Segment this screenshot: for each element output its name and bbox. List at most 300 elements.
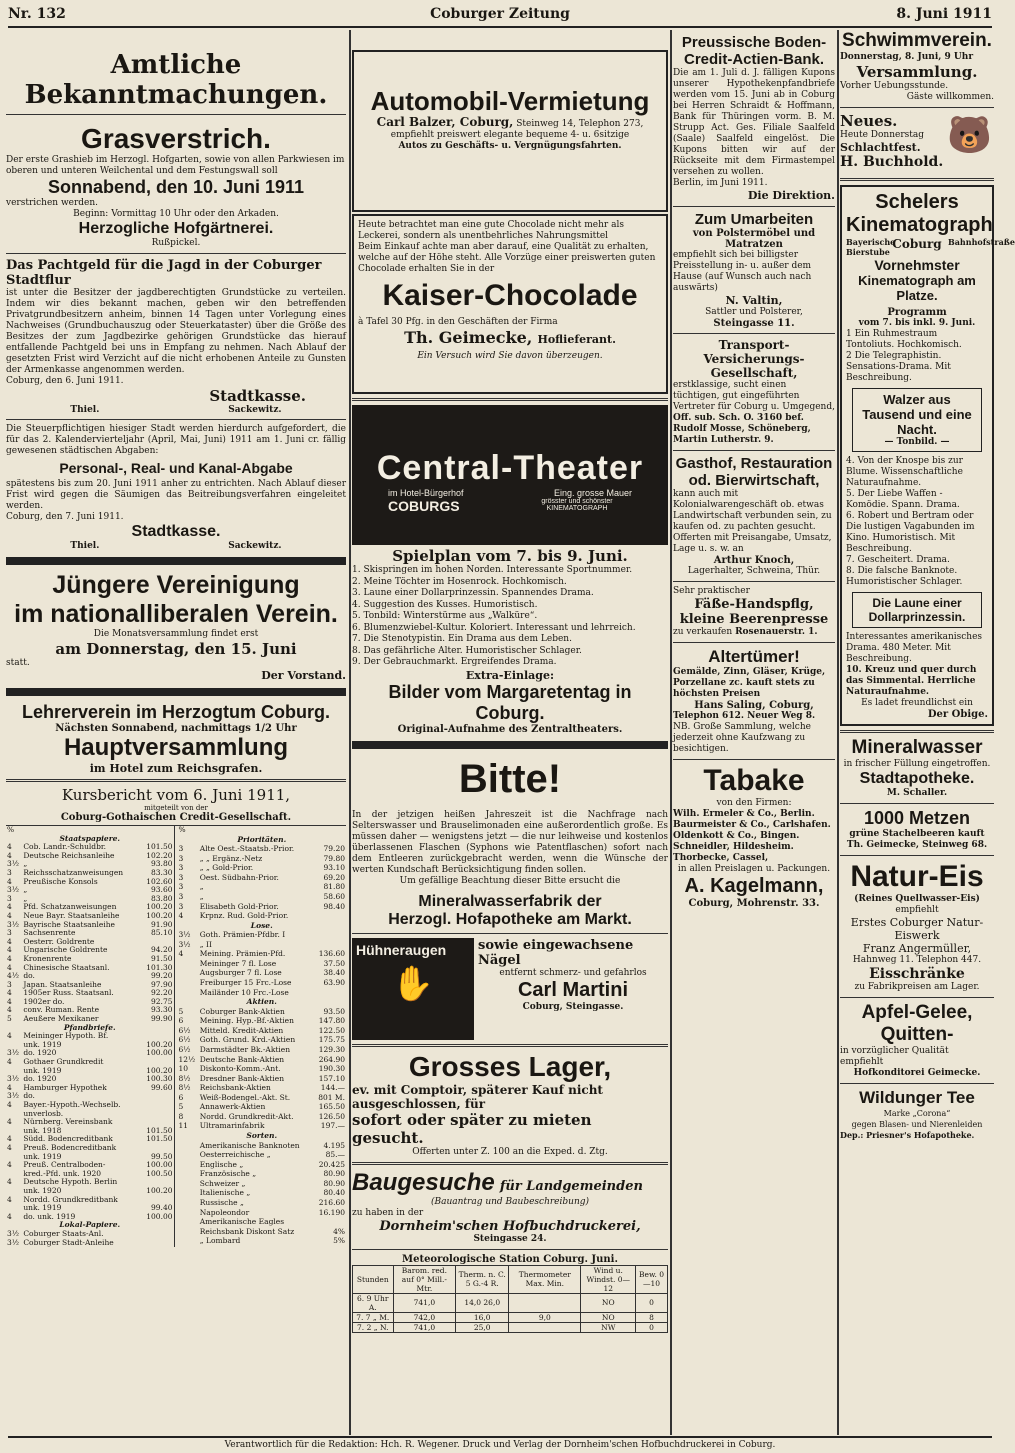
met-cell: NO: [581, 1293, 636, 1312]
kurs-price: [314, 826, 346, 836]
met-header: Stunden: [353, 1265, 394, 1293]
issue-date: 8. Juni 1911: [896, 6, 992, 22]
kurs-price: 129.30: [318, 1044, 345, 1054]
lehrer-main: Hauptversammlung: [63, 734, 289, 761]
kurs-rate: [178, 979, 199, 989]
ad-central-theater: [352, 405, 668, 735]
gras-time: Beginn: Vormittag 10 Uhr oder den Arkaden.: [73, 209, 279, 219]
kurs-name: Russische „: [199, 1197, 244, 1207]
kurs-price: [141, 1230, 174, 1239]
kurs-name: unk. 1918: [23, 1125, 62, 1135]
kurs-rate: 6: [178, 1016, 184, 1026]
kurs-rate: [178, 1218, 199, 1228]
lager-t2: sofort oder später zu mieten gesucht.: [352, 1110, 592, 1147]
kurs-rate: 4: [7, 902, 12, 912]
kurs-section: Prioritäten.: [237, 834, 287, 844]
met-cell: 8: [636, 1312, 668, 1322]
polster-t1: von Polstermöbel und Matratzen: [692, 228, 816, 250]
kurs-price: 216.60: [318, 1197, 345, 1207]
kurs-title: Kursbericht vom 6. Juni 1911,: [61, 786, 291, 804]
met-row: [353, 1293, 668, 1312]
kurs-rate: 3½: [178, 939, 191, 949]
kurs-price: 79.20: [323, 844, 345, 854]
kurs-rate: [178, 960, 199, 970]
kurs-rate: 3½: [7, 1237, 20, 1247]
steuer-sign-1: Thiel.: [70, 541, 100, 551]
lager-t1: ev. mit Comptoir, späterer Kauf nicht ausgeschlossen, für: [352, 1082, 603, 1111]
kurs-rate: 3: [7, 928, 12, 938]
ad-chocolade: [352, 214, 668, 394]
eis-t1: (Reines Quellwasser-Eis): [854, 894, 980, 904]
kurs-price: 100.00: [146, 1211, 173, 1221]
huehner-addr: Coburg, Steingasse.: [522, 1001, 624, 1012]
kurs-price: 4%: [333, 1226, 345, 1236]
kino-t2: Kinematograph am Platze.: [858, 273, 976, 303]
ad-transport: [673, 338, 835, 446]
verein-date: am Donnerstag, den 15. Juni: [55, 640, 297, 658]
schwimm-event: Versammlung.: [856, 63, 978, 81]
kurs-price: 80.90: [323, 1169, 345, 1179]
kurs-rate: [178, 1228, 199, 1238]
theater-l2: Eing. grosse Mauer: [553, 488, 632, 498]
apfel-title: Apfel-Gelee, Quitten-: [861, 1002, 973, 1045]
ad-bitte: [352, 757, 668, 929]
kurs-rate: 3: [7, 893, 12, 903]
tabake-name: A. Kagelmann,: [684, 875, 824, 897]
transport-text: erstklassige, sucht einen tüchtigen, gut eingeführten Vertreter für Coburg u. Umgegend,: [673, 380, 835, 412]
met-row: [353, 1312, 668, 1322]
program-item: 4. Suggestion des Kusses. Humoristisch.: [352, 599, 538, 610]
steuer-text: Die Steuerpflichtigen hiesiger Stadt werden hierdurch aufgefordert, die für das 2. Kalendervierteljahr (April, Mai, Juni) 1911 am 1. Juni cr. fällig gewesenen städtischen Abgaben:: [6, 424, 346, 456]
bau-sub: für Landgemeinden: [499, 1178, 643, 1194]
kurs-name: Preuß. Bodencreditbank: [23, 1142, 117, 1152]
theater-bilder: Bilder vom Margaretentag in Coburg.: [388, 681, 632, 723]
kino-laune-text: Interessantes amerikanisches Drama. 480 Meter. Mit Beschreibung.: [846, 632, 983, 664]
kurs-name: Sachsenrente: [23, 928, 76, 938]
ad-schwimmverein: [840, 30, 994, 103]
apfel-t1: in vorzüglicher Qualität empfiehlt: [840, 1046, 949, 1067]
kurs-rate: 4: [7, 1031, 12, 1041]
kurs-price: 126.50: [318, 1111, 345, 1121]
tabake-t1: von den Firmen:: [716, 798, 792, 808]
ad-huehneraugen: [352, 938, 668, 1040]
eis-t5: zu Fabrikpreisen am Lager.: [854, 982, 980, 992]
jagd-title: Das Pachtgeld für die Jagd in der Coburger Stadtflur: [6, 258, 322, 288]
kurs-name: Reichsbank-Aktien: [199, 1083, 271, 1093]
kurs-price: 92.75: [151, 996, 173, 1006]
eis-name: Franz Angermüller,: [862, 942, 972, 955]
jagd-text: ist unter die Besitzer der jagdberechtigten Grundstücke zu verteilen. Indem wir dies bekannt machen, geben wir den betreffenden Privatgrundbesitzern anheim, binnen 14 Tagen unter Vorlegung eines Nachweises (Grundbuchauszug oder Steuerkataster) über die Größe des Besitzes der zum Jagdbezirke gehörigen Grundstücke das hierauf entfallende Pachtgeld bei uns in Empfang zu nehmen. Nach Ablauf der gesetzten Frist wird Verzicht auf die nicht erhobenen Anteile zu Gunsten der Armenkasse angenommen werden.: [6, 288, 346, 375]
kurs-name: Goth. Grund. Krd.-Aktien: [199, 1035, 296, 1045]
page-header: [8, 4, 992, 28]
kurs-price: 99.60: [151, 1082, 173, 1092]
kurs-rate: 8½: [178, 1083, 191, 1093]
verein-text2: statt.: [6, 658, 30, 668]
schwimm-date: Donnerstag, 8. Juni, 9 Uhr: [840, 52, 974, 62]
kurs-rate: 3: [178, 882, 184, 892]
kurs-price: 100.00: [146, 1160, 173, 1170]
kurs-price: [314, 931, 346, 941]
jagd-sign-1: Thiel.: [70, 405, 100, 415]
kurs-rate: 4: [7, 910, 12, 920]
choc-slogan: Ein Versuch wird Sie davon überzeugen.: [417, 351, 603, 361]
tee-t2: gegen Blasen- und Nierenleiden: [851, 1120, 983, 1129]
gasthof-title: Gasthof, Restauration od. Bierwirtschaft,: [675, 455, 833, 489]
met-cell: NW: [581, 1322, 636, 1332]
schwimm-title: Schwimmverein.: [842, 30, 992, 51]
ad-metzen: [840, 808, 994, 851]
kurs-price: 165.50: [318, 1102, 345, 1112]
met-cell: 7. 7 „ M.: [353, 1312, 394, 1322]
bitte-firm2: Herzogl. Hofapotheke am Markt.: [388, 910, 632, 928]
neues-t2: Schlachtfest.: [840, 141, 921, 154]
met-row: [353, 1322, 668, 1332]
lehrer-place: im Hotel zum Reichsgrafen.: [89, 762, 263, 775]
met-header: Wind u. Windst. 0—12: [581, 1265, 636, 1293]
kino-prog: Programm: [887, 307, 947, 318]
kurs-rate: 8½: [178, 1073, 191, 1083]
verein-title-2: im nationalliberalen Verein.: [14, 600, 338, 628]
lehrer-title: Lehrerverein im Herzogtum Coburg.: [21, 702, 331, 722]
ad-neues: [840, 112, 994, 174]
kurs-rate: 4: [178, 949, 184, 959]
kurs-name: Diskonto-Komm.-Ant.: [199, 1064, 281, 1074]
eis-t3: Erstes Coburger Natur-Eiswerk: [850, 916, 984, 942]
kurs-name: Coburger Stadt-Anleihe: [23, 1237, 114, 1247]
kino-t1: Vornehmster: [874, 257, 960, 273]
steuer-sign-2: Sackewitz.: [228, 541, 282, 551]
kurs-price: 102.60: [146, 876, 173, 886]
kurs-name: „ „ Ergänz.-Netz: [199, 853, 263, 863]
kurs-name: do.: [23, 1091, 35, 1101]
kurs-price: 147.80: [318, 1016, 345, 1026]
kurs-rate: 4: [7, 1117, 12, 1127]
kurs-rate: 5: [7, 1014, 12, 1024]
kurs-rate: 6½: [178, 1035, 191, 1045]
kurs-name: „: [23, 859, 28, 869]
kurs-rate: 4: [7, 876, 12, 886]
program-item: 2. Meine Töchter im Hosenrock. Hochkomisch.: [352, 576, 567, 587]
choc-hof: Hoflieferant.: [537, 333, 616, 346]
metzen-t2: Th. Geimecke, Steinweg 68.: [846, 840, 988, 850]
boden-date: Berlin, im Juni 1911.: [673, 178, 768, 188]
kurs-name: Dresdner Bank-Aktien: [199, 1073, 285, 1083]
kurs-name: Ungarische Goldrente: [23, 945, 108, 955]
ad-lager: [352, 1051, 668, 1158]
alter-title: Altertümer!: [708, 647, 800, 666]
kino-program-1: [846, 329, 988, 384]
kurs-price: 97.90: [151, 979, 173, 989]
kurs-price: 99.40: [151, 1203, 173, 1213]
polster-text: empfiehlt sich bei billigster Preisstellung in- u. außer dem Hause (auf Wunsch auch nach auswärts): [673, 250, 812, 293]
kurs-name: Mitteld. Kredit-Aktien: [199, 1025, 284, 1035]
met-cell: 741,0: [393, 1293, 456, 1312]
tabake-addr: Coburg, Mohrenstr. 33.: [688, 898, 820, 909]
mineral-shop: Stadtapotheke.: [859, 770, 975, 787]
eis-addr: Hahnweg 11. Telephon 447.: [852, 955, 982, 965]
kurs-name: do. 1920: [23, 1074, 57, 1084]
mineral-sign: M. Schaller.: [886, 788, 948, 798]
program-item: 8. Das gefährliche Alter. Humoristischer Schlager.: [352, 645, 582, 656]
kurs-price: 190.30: [318, 1064, 345, 1074]
ad-faesser: [673, 586, 835, 638]
kurs-price: 102.20: [146, 850, 173, 860]
kino-loc3: Bahnhofstraße: [947, 237, 1015, 247]
met-cell: [509, 1322, 581, 1332]
kurs-price: 93.30: [151, 1005, 173, 1015]
kurs-price: 101.30: [146, 962, 173, 972]
kurs-price: 101.50: [146, 1134, 173, 1144]
kurs-price: 81.80: [323, 882, 345, 892]
met-header: Barom. red. auf 0° Mill.-Mtr.: [393, 1265, 456, 1293]
polster-addr: Steingasse 11.: [713, 318, 795, 329]
kurs-row: [6, 1239, 174, 1248]
ad-altertuemer: [673, 647, 835, 755]
kurs-rate: 3½: [7, 1074, 20, 1084]
kurs-row: [6, 878, 174, 887]
ad-wildunger-tee: [840, 1088, 994, 1141]
kurs-rate: 3½: [7, 1091, 20, 1101]
kurs-price: 801 M.: [318, 1092, 345, 1102]
kurs-price: 100.30: [146, 1074, 173, 1084]
gasthof-name: Arthur Knoch,: [713, 555, 795, 566]
faesser-title: Fäße-Handspflg, kleine Beerenpresse: [679, 597, 829, 627]
bitte-text: In der jetzigen heißen Jahreszeit ist die Nachfrage nach Selterswasser und Brauselimonaden eine außerordentlich große. Es müssen daher — wenigstens jetzt — die nur leihweise und kostenlos überlassenen Flaschen (Syphons wie Patentflaschen) sofort nach dem Entleeren zurückgebracht werden, wenn die Wünsche der werten Kundschaft Berücksichtigung finden sollen.: [352, 809, 668, 875]
kurs-name: Gothaer Grundkredit: [23, 1057, 104, 1067]
kurs-name: do. 1920: [23, 1048, 57, 1058]
kurs-rate: 3: [178, 853, 184, 863]
tee-t3: Dep.: Priesner's Hofapotheke.: [840, 1130, 975, 1140]
ad-lehrer: [6, 702, 346, 775]
polster-name: N. Valtin,: [725, 294, 783, 307]
met-title: Meteorologische Station Coburg. Juni.: [402, 1253, 618, 1265]
auto-firm: Carl Balzer, Coburg,: [376, 115, 514, 129]
kurs-price: 58.60: [323, 891, 345, 901]
kurs-price: 99.50: [151, 1151, 173, 1161]
kurs-rate: %: [178, 825, 186, 834]
kurs-rate: 6: [178, 1092, 184, 1102]
bau-firm: Dornheim'schen Hofbuchdruckerei,: [379, 1218, 641, 1234]
kurs-price: 91.90: [151, 919, 173, 929]
kurs-rate: 4: [7, 936, 12, 946]
bitte-title: Bitte!: [458, 756, 562, 801]
kurs-bank: Coburg-Gothaischen Credit-Gesellschaft.: [60, 812, 292, 823]
kurs-price: 100.20: [146, 1065, 173, 1075]
kurs-rate: [178, 1161, 199, 1171]
kurs-name: Schweizer „: [199, 1178, 246, 1188]
kurs-rate: 4: [7, 1160, 12, 1170]
footer-imprint: Verantwortlich für die Redaktion: Hch. R. Wegener. Druck und Verlag der Dornheim'schen Hofbuchdruckerei in Coburg.: [8, 1436, 992, 1450]
kurs-rate: 5: [178, 1102, 184, 1112]
met-cell: 25,0: [456, 1322, 509, 1332]
kurs-rate: [178, 1209, 199, 1219]
kurs-price: 92.20: [151, 988, 173, 998]
bau-t1: zu haben in der: [352, 1207, 424, 1218]
met-cell: 14,0 26,0: [456, 1293, 509, 1312]
kurs-name: „ „ Gold-Prior.: [199, 863, 254, 873]
kurs-name: Nürnberg. Vereinsbank: [23, 1117, 113, 1127]
kurs-rate: 3½: [7, 1228, 20, 1238]
theater-name: Central-Theater: [376, 449, 644, 487]
kurs-rate: 4: [7, 953, 12, 963]
kurs-name: do. unk. 1919: [23, 1211, 76, 1221]
kurs-price: 99.90: [151, 1014, 173, 1024]
kurs-name: Meining. Hyp.-Bf.-Aktien: [199, 1016, 294, 1026]
huehner-t1: sowie eingewachsene Nägel: [478, 937, 634, 968]
theater-plan: Spielplan vom 7. bis 9. Juni.: [392, 547, 628, 565]
program-item: 9. Der Gebrauchmarkt. Ergreifendes Drama.: [352, 657, 557, 667]
steuer-date: Coburg, den 7. Juni 1911.: [6, 512, 124, 522]
kurs-rate: 4: [7, 1177, 12, 1187]
kurs-rate: 4: [7, 1194, 12, 1204]
theater-orig: Original-Aufnahme des Zentraltheaters.: [397, 723, 623, 735]
kurs-name: „: [23, 893, 28, 903]
kurs-price: 100.00: [146, 1048, 173, 1058]
kurs-price: 136.60: [318, 949, 345, 959]
kurs-price: 37.50: [323, 958, 345, 968]
kurs-name: Kronenrente: [23, 953, 72, 963]
gras-date: Sonnabend, den 10. Juni 1911: [47, 177, 305, 197]
bau-sub2: (Bauantrag und Baubeschreibung): [430, 1196, 590, 1207]
kino-program-2: [846, 456, 988, 588]
kurs-name: Reichsbank Diskont Satz: [199, 1226, 295, 1236]
kurs-row: [178, 1237, 347, 1247]
kurs-rate: 3½: [7, 885, 20, 895]
kurs-name: Aeußere Mexikaner: [23, 1014, 99, 1024]
kurs-name: Amerikanische Eagles: [199, 1217, 285, 1227]
kurs-row: [6, 886, 174, 895]
verein-sign: Der Vorstand.: [261, 669, 346, 682]
met-cell: 7. 2 „ N.: [353, 1322, 394, 1332]
mineral-title: Mineralwasser: [851, 737, 983, 758]
kurs-price: 63.90: [323, 978, 345, 987]
ad-automobil: [352, 50, 668, 212]
neues-t1: Heute Donnerstag: [840, 130, 924, 140]
schwimm-t2: Gäste willkommen.: [906, 92, 994, 102]
kurs-price: 100.20: [146, 1039, 173, 1049]
alter-name: Hans Saling, Coburg,: [694, 700, 814, 711]
program-item: 5. Tonbild: Winterstürme aus „Walküre“.: [352, 611, 538, 621]
kino-title-1: Schelers: [875, 191, 959, 213]
kurs-price: 93.60: [151, 885, 173, 895]
kurs-rate: 4: [7, 1134, 12, 1144]
apfel-t2: Hofkonditorei Geimecke.: [853, 1068, 981, 1078]
kurs-rate: 3: [7, 979, 12, 989]
met-cell: NO: [581, 1312, 636, 1322]
kurs-name: Englische „: [199, 1159, 244, 1169]
kurs-name: Italienische „: [199, 1188, 251, 1198]
met-header: Bew. 0—10: [636, 1265, 668, 1293]
choc-title: Kaiser-Chocolade: [382, 279, 638, 312]
kurs-rate: 4: [7, 1082, 12, 1092]
kino-loc1: Bayerische Bierstube: [846, 237, 896, 257]
notice-steuer: [6, 424, 346, 551]
huehner-name: Carl Martini: [517, 978, 629, 1001]
kurs-name: Meininger 7 fl. Lose: [199, 958, 277, 968]
kurs-price: 80.90: [323, 1178, 345, 1188]
kurs-price: 94.20: [151, 945, 173, 955]
kurs-section: Aktien.: [246, 997, 277, 1007]
kurs-rate: 3½: [7, 919, 20, 929]
jagd-date: Coburg, den 6. Juni 1911.: [6, 376, 124, 386]
tabake-title: Tabake: [703, 764, 805, 797]
kurs-rate: 4: [7, 962, 12, 972]
kurs-table-left: [6, 826, 175, 1247]
lehrer-sub: Nächsten Sonnabend, nachmittags 1/2 Uhr: [55, 723, 297, 734]
kurs-price: 80.40: [323, 1188, 345, 1198]
kurs-rate: 4: [7, 850, 12, 860]
steuer-abgabe: Personal-, Real- und Kanal-Abgabe: [59, 460, 293, 476]
kurs-name: Meininger Hypoth. Bf.: [23, 1031, 109, 1041]
met-cell: 741,0: [393, 1322, 456, 1332]
kurs-name: Coburger Staats-Anl.: [23, 1228, 104, 1238]
gras-authority: Herzogliche Hofgärtnerei.: [78, 220, 274, 237]
kurs-name: Preußische Konsols: [23, 876, 98, 886]
gras-text2: verstrichen werden.: [6, 198, 99, 208]
huehner-badge: Hühneraugen: [356, 941, 447, 958]
kurs-rate: [178, 1237, 199, 1247]
kurs-name: „: [23, 885, 28, 895]
kurs-rate: [178, 969, 199, 979]
kurs-name: Reichsschatzanweisungen: [23, 867, 124, 877]
tabake-firms: Wilh. Ermeler & Co., Berlin. Baurmeister & Co., Carlshafen. Oldenkott & Co., Bingen. Schneidler, Hildesheim. Thorbecke, Cassel,: [673, 809, 831, 863]
kurs-price: 264.90: [318, 1054, 345, 1064]
jagd-sign-2: Sackewitz.: [228, 405, 282, 415]
neues-title: Neues.: [840, 112, 898, 130]
theater-l3: COBURGS: [388, 498, 460, 514]
kurs-rate: [178, 1170, 199, 1180]
tee-t1: Marke „Corona“: [883, 1109, 951, 1118]
kurs-price: 101.50: [146, 842, 173, 852]
kino-close: Es ladet freundlichst ein: [861, 698, 973, 708]
kurs-rate: 12½: [178, 1054, 196, 1064]
kurs-price: 144.—: [320, 1083, 345, 1093]
kurs-name: Pfd. Schatzanweisungen: [23, 902, 117, 912]
kurs-rate: 3½: [7, 859, 20, 869]
kurs-rate: 4: [7, 996, 12, 1006]
kurs-rate: 10: [178, 1064, 189, 1074]
kurs-name: Coburger Bank-Aktien: [199, 1006, 285, 1016]
eis-t4: Eisschränke: [869, 966, 965, 982]
kurs-name: Chinesische Staatsanl.: [23, 962, 110, 972]
kurs-rate: [178, 1142, 199, 1152]
kurs-rate: 5: [178, 1006, 184, 1016]
gras-title: Grasverstrich.: [81, 123, 271, 154]
kurs-price: 69.20: [323, 872, 345, 882]
met-cell: 0: [636, 1293, 668, 1312]
faesser-addr: Rosenauerstr. 1.: [735, 627, 818, 637]
kurs-rate: 3: [178, 901, 184, 911]
kurs-name: Bayer.-Hypoth.-Wechselb.: [23, 1100, 121, 1109]
transport-title: Transport-Versicherungs-Gesellschaft,: [703, 338, 805, 380]
transport-offer: Off. sub. Sch. O. 3160 bef. Rudolf Mosse, Schöneberg, Martin Lutherstr. 9.: [673, 413, 811, 445]
kurs-name: Nordd. Grundkreditbank: [23, 1194, 118, 1204]
ad-mineralwasser: [840, 737, 994, 799]
boden-text: Die am 1. Juli d. J. fälligen Kupons unserer Hypothekenpfandbriefe werden vom 15. Juni ab in Coburg bei Herren Schraidt & Hoffmann, Bank für Thüringen vorm. B. M. Strupp Act. Ges. Filiale Saalfeld (Saale) Saalfeld eingelöst. Die Kupons bitten wir auf der Rückseite mit dem Firmastempel versehen zu wollen.: [673, 68, 835, 177]
program-item: 1. Skispringen im hohen Norden. Interessante Sportnummer.: [352, 565, 633, 575]
kurs-name: Krpnz. Rud. Gold-Prior.: [199, 911, 289, 921]
kino-tonbild: — Tonbild. —: [884, 437, 950, 447]
gras-signature: Rußpickel.: [151, 238, 201, 248]
column-2: [352, 30, 668, 1435]
kurs-name: 1905er Russ. Staatsanl.: [23, 988, 114, 998]
program-item: 1 Ein Ruhmestraum Tontoliuts. Hochkomisch.: [846, 329, 962, 350]
kurs-name: Amerikanische Banknoten: [199, 1140, 300, 1150]
kurs-name: Meining. Prämien-Pfd.: [199, 949, 286, 959]
mineral-t1: in frischer Füllung eingetroffen.: [843, 759, 991, 769]
kurs-rate: 6½: [178, 1025, 191, 1035]
program-item: 3. Laune einer Dollarprinzessin. Spannendes Drama.: [352, 588, 594, 598]
